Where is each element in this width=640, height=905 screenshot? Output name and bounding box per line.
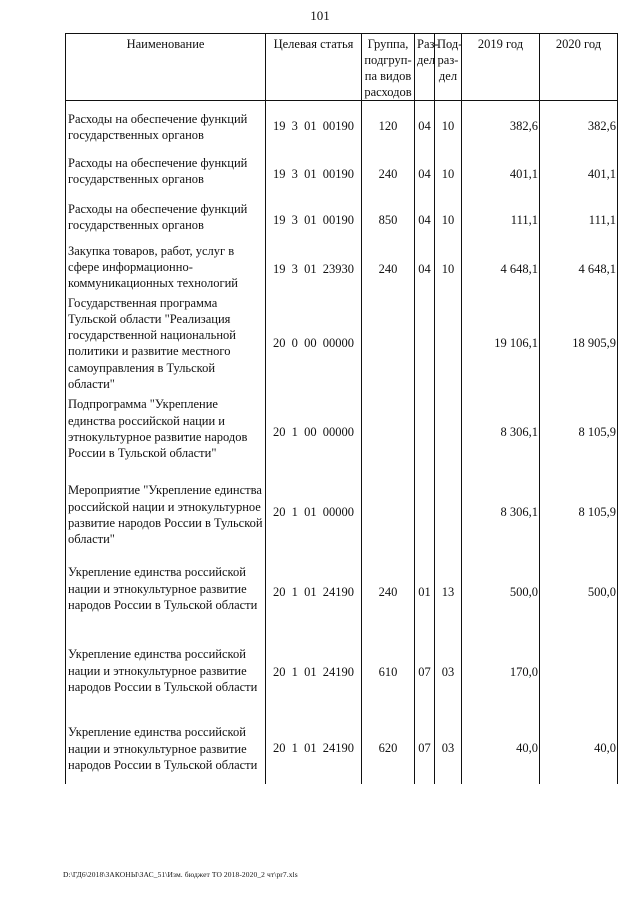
article-part-a3: 01 xyxy=(304,166,317,181)
article-part-a4: 00190 xyxy=(322,166,354,181)
row-section: 04 xyxy=(415,101,435,151)
row-section xyxy=(415,392,435,472)
row-section: 07 xyxy=(415,712,435,784)
row-subsection: 03 xyxy=(435,632,462,712)
article-part-a3: 01 xyxy=(304,212,317,227)
article-part-a3: 01 xyxy=(304,118,317,133)
row-amount-2019: 40,0 xyxy=(462,712,540,784)
article-part-a1: 20 xyxy=(273,505,286,520)
row-amount-2020: 18 905,9 xyxy=(540,295,618,393)
row-target-article xyxy=(266,552,362,632)
header-article: Целевая статья xyxy=(266,34,362,101)
row-target-article xyxy=(266,472,362,552)
row-subsection: 10 xyxy=(435,197,462,243)
article-part-a1: 20 xyxy=(273,585,286,600)
article-part-a2: 3 xyxy=(291,261,298,276)
row-subsection: 13 xyxy=(435,552,462,632)
article-part-a2: 3 xyxy=(291,212,298,227)
row-name: Укрепление единства российской нации и этнокультурное развитие народов России в Тульской области xyxy=(66,712,266,784)
header-group: Группа, подгруп-па видов расходов xyxy=(362,34,415,101)
row-group: 240 xyxy=(362,151,415,197)
row-target-article xyxy=(266,243,362,295)
row-group: 240 xyxy=(362,552,415,632)
row-amount-2019: 500,0 xyxy=(462,552,540,632)
row-amount-2019: 170,0 xyxy=(462,632,540,712)
article-part-a3: 01 xyxy=(304,505,317,520)
row-amount-2019: 4 648,1 xyxy=(462,243,540,295)
row-name: Расходы на обеспечение функций государственных органов xyxy=(66,197,266,243)
article-part-a3: 01 xyxy=(304,585,317,600)
page-number: 101 xyxy=(310,8,330,23)
article-part-a2: 1 xyxy=(291,665,298,680)
row-amount-2020: 111,1 xyxy=(540,197,618,243)
article-part-a1: 20 xyxy=(273,665,286,680)
row-group xyxy=(362,472,415,552)
article-part-a4: 23930 xyxy=(322,261,354,276)
header-name: Наименование xyxy=(66,34,266,101)
row-amount-2020: 40,0 xyxy=(540,712,618,784)
article-part-a1: 20 xyxy=(273,741,286,756)
article-part-a3: 01 xyxy=(304,741,317,756)
row-target-article xyxy=(266,632,362,712)
row-group xyxy=(362,295,415,393)
table-row xyxy=(66,101,618,151)
row-subsection xyxy=(435,472,462,552)
header-2020: 2020 год xyxy=(540,34,618,101)
row-name: Укрепление единства российской нации и этнокультурное развитие народов России в Тульской области xyxy=(66,552,266,632)
row-section: 04 xyxy=(415,197,435,243)
row-amount-2019: 19 106,1 xyxy=(462,295,540,393)
table-row xyxy=(66,295,618,393)
article-part-a4: 24190 xyxy=(322,741,354,756)
table-row xyxy=(66,712,618,784)
row-group: 240 xyxy=(362,243,415,295)
article-part-a4: 00000 xyxy=(322,425,354,440)
footer-file-path: D:\ГД6\2018\ЗАКОНЫ\ЗАС_51\Изм. бюджет ТО 2018-2020_2 чт\pr7.xls xyxy=(63,870,298,879)
row-amount-2020: 8 105,9 xyxy=(540,392,618,472)
article-part-a4: 00000 xyxy=(322,336,354,351)
table-row xyxy=(66,472,618,552)
row-subsection xyxy=(435,392,462,472)
budget-table xyxy=(65,33,618,784)
article-part-a2: 1 xyxy=(291,585,298,600)
row-section: 04 xyxy=(415,243,435,295)
row-amount-2019: 111,1 xyxy=(462,197,540,243)
header-subsection: Под-раз-дел xyxy=(435,34,462,101)
row-group xyxy=(362,392,415,472)
article-part-a4: 00190 xyxy=(322,212,354,227)
article-part-a2: 1 xyxy=(291,505,298,520)
row-name: Подпрограмма "Укрепление единства российской нации и этнокультурное развитие народов России в Тульской области" xyxy=(66,392,266,472)
row-amount-2019: 8 306,1 xyxy=(462,392,540,472)
row-subsection: 10 xyxy=(435,101,462,151)
row-subsection xyxy=(435,295,462,393)
article-part-a3: 01 xyxy=(304,665,317,680)
row-section: 04 xyxy=(415,151,435,197)
header-2019: 2019 год xyxy=(462,34,540,101)
row-amount-2019: 382,6 xyxy=(462,101,540,151)
article-part-a1: 20 xyxy=(273,425,286,440)
table-body xyxy=(66,101,618,785)
row-amount-2020: 382,6 xyxy=(540,101,618,151)
row-subsection: 03 xyxy=(435,712,462,784)
row-target-article xyxy=(266,712,362,784)
row-name: Государственная программа Тульской области "Реализация государственной национальной политики и развитие местного самоуправления в Тульской области" xyxy=(66,295,266,393)
row-section: 07 xyxy=(415,632,435,712)
row-section: 01 xyxy=(415,552,435,632)
article-part-a2: 0 xyxy=(291,336,298,351)
row-subsection: 10 xyxy=(435,243,462,295)
article-part-a1: 19 xyxy=(273,212,286,227)
article-part-a2: 1 xyxy=(291,741,298,756)
table-row xyxy=(66,151,618,197)
table-header-row xyxy=(66,34,618,101)
row-target-article xyxy=(266,392,362,472)
row-name: Мероприятие "Укрепление единства российской нации и этнокультурное развитие народов России в Тульской области" xyxy=(66,472,266,552)
row-name: Расходы на обеспечение функций государственных органов xyxy=(66,151,266,197)
article-part-a4: 24190 xyxy=(322,665,354,680)
article-part-a4: 24190 xyxy=(322,585,354,600)
row-amount-2019: 401,1 xyxy=(462,151,540,197)
row-section xyxy=(415,472,435,552)
article-part-a4: 00190 xyxy=(322,118,354,133)
row-group: 850 xyxy=(362,197,415,243)
article-part-a2: 3 xyxy=(291,118,298,133)
row-group: 610 xyxy=(362,632,415,712)
row-group: 120 xyxy=(362,101,415,151)
table-row xyxy=(66,632,618,712)
article-part-a1: 19 xyxy=(273,118,286,133)
row-target-article xyxy=(266,101,362,151)
row-target-article xyxy=(266,197,362,243)
article-part-a2: 3 xyxy=(291,166,298,181)
table-row xyxy=(66,552,618,632)
row-name: Закупка товаров, работ, услуг в сфере информационно-коммуникационных технологий xyxy=(66,243,266,295)
article-part-a3: 01 xyxy=(304,261,317,276)
article-part-a1: 19 xyxy=(273,261,286,276)
row-amount-2020: 401,1 xyxy=(540,151,618,197)
article-part-a4: 00000 xyxy=(322,505,354,520)
table-row xyxy=(66,392,618,472)
row-amount-2020 xyxy=(540,632,618,712)
table-row xyxy=(66,197,618,243)
article-part-a3: 00 xyxy=(304,425,317,440)
row-name: Расходы на обеспечение функций государственных органов xyxy=(66,101,266,151)
table-row xyxy=(66,243,618,295)
article-part-a1: 20 xyxy=(273,336,286,351)
article-part-a1: 19 xyxy=(273,166,286,181)
row-amount-2020: 8 105,9 xyxy=(540,472,618,552)
article-part-a2: 1 xyxy=(291,425,298,440)
row-target-article xyxy=(266,151,362,197)
row-section xyxy=(415,295,435,393)
row-amount-2019: 8 306,1 xyxy=(462,472,540,552)
row-amount-2020: 500,0 xyxy=(540,552,618,632)
row-name: Укрепление единства российской нации и этнокультурное развитие народов России в Тульской области xyxy=(66,632,266,712)
row-amount-2020: 4 648,1 xyxy=(540,243,618,295)
row-group: 620 xyxy=(362,712,415,784)
article-part-a3: 00 xyxy=(304,336,317,351)
row-target-article xyxy=(266,295,362,393)
header-section: Раз-дел xyxy=(415,34,435,101)
row-subsection: 10 xyxy=(435,151,462,197)
